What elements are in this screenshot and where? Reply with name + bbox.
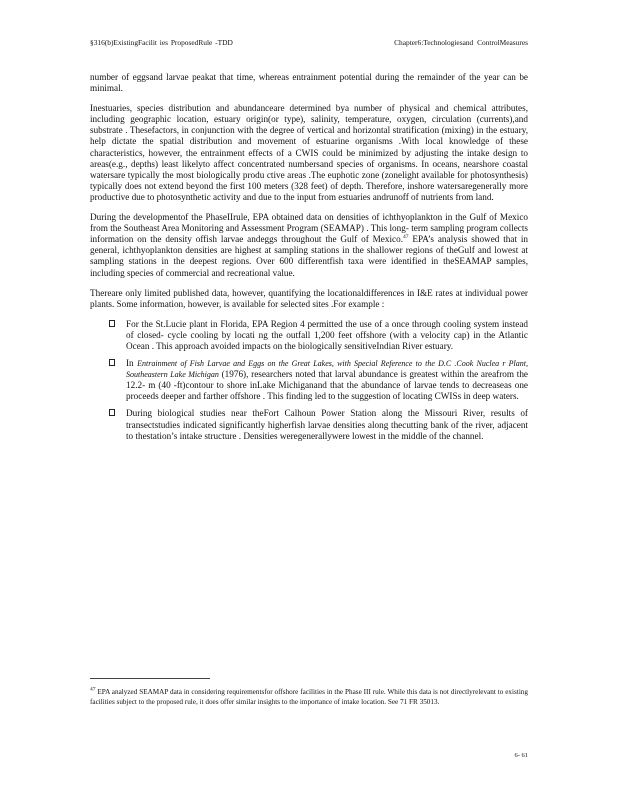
list-item — [126, 319, 528, 352]
footnote-divider — [90, 678, 210, 679]
header-right-text: Chapter6:Technologiesand ControlMeasures — [394, 38, 528, 47]
list-item — [126, 408, 528, 441]
paragraph-3-text-b: EPA’s analysis showed that in general, ichthyoplankton densities are highest at sampling stations in the shallower regions of theGulf and lowest at sampling stations in the deepest regions. Over 600 differentfish taxa were identified in theSEAMAP samples, including species of commercial and recreational value. — [90, 234, 529, 278]
footnote — [90, 688, 528, 708]
list-item-text: (1976), researchers noted that larval abundance is greatest within the areafrom the 12.2- m (40 -ft)contour to shore inLake Michiganand that the abundance of larvae tends to decreaseas one proceeds deeper and farther offshore . This finding led to the suggestion of locating CWISs in deep waters. — [126, 369, 529, 402]
cited-report-title: Entrainment of Fish Larvae and Eggs on the Great Lakes, with Special Reference to the D.C .Cook Nuclea r Plant, Southeastern Lake Michigan — [126, 359, 528, 380]
page-number: 6- 61 — [514, 752, 528, 759]
square-bullet-icon — [109, 320, 115, 327]
header-left-text: §316(b)ExistingFacilit ies ProposedRule -TDD — [90, 38, 233, 47]
paragraph-4: Thereare only limited published data, however, quantifying the locationaldifferences in I&E rates at individual power plants. Some information, however, is available for selected sites .For example : — [90, 287, 528, 309]
paragraph-2: Inestuaries, species distribution and abundanceare determined bya number of physical and chemical attributes, including geographic location, estuary origin(or type), salinity, temperature, oxygen, circulation (currents),and substrate . Thesefactors, in conjunction with the degree of vertical and horizontal stratification (mixing) in the estuary, help dictate the spatial distribution and movement of estuarine organisms .With local knowledge of these characteristics, however, the entrainment effects of a CWIS could be minimized by adjusting the intake design to areas(e.g., depths) least likelyto affect concentrated numbersand species of organisms. In oceans, nearshore coastal watersare typically the most biologically produ ctive areas .The euphotic zone (zonelight available for photosynthesis) typically does not extend beyond the first 100 meters (328 feet) of depth. Therefore, inshore watersaregenerally more productive due to photosynthetic activity and due to the input from estuaries andrunoff of nutrients from land. — [90, 103, 528, 202]
footnote-number: 47 — [90, 686, 96, 693]
footnote-reference[interactable]: 47 — [403, 234, 409, 241]
example-list — [90, 319, 528, 442]
running-header — [90, 38, 528, 47]
body-text — [90, 72, 528, 448]
footnote-text: EPA analyzed SEAMAP data in considering requirementsfor offshore facilities in the Phase III rule. While this data is not directlyrelevant to existing facilities subject to the proposed rule, it does offer similar insights to the importance of intake location. See 71 FR 35013. — [90, 688, 528, 706]
list-item-text: During biological studies near theFort Calhoun Power Station along the Missouri River, results of transectstudies indicated significantly higherfish larvae densities along thecutting bank of the river, adjacent to thestation’s intake structure . Densities weregenerallywere lowest in the middle of the channel. — [126, 408, 528, 441]
list-item-text: For the St.Lucie plant in Florida, EPA Region 4 permitted the use of a once through cooling system instead of closed- cycle cooling by locati ng the outfall 1,200 feet offshore (with a velocity cap) in the Atlantic Ocean . This approach avoided impacts on the biologically sensitiveIndian River estuary. — [126, 318, 528, 351]
paragraph-3-text-a: During the developmentof the PhaseIIrule, EPA obtained data on densities of ichthyoplankton in the Gulf of Mexico from the Southeast Area Monitoring and Assessment Program (SEAMAP) . This long- term sampling program collects information on the density offish larvae andeggs throughout the Gulf of Mexico. — [90, 212, 528, 245]
list-item — [126, 358, 528, 402]
paragraph-3 — [90, 212, 528, 279]
paragraph-1: number of eggsand larvae peakat that time, whereas entrainment potential during the remainder of the year can be minimal. — [90, 72, 528, 94]
list-item-text-intro: In — [126, 358, 138, 369]
square-bullet-icon — [109, 409, 115, 416]
square-bullet-icon — [109, 359, 115, 366]
